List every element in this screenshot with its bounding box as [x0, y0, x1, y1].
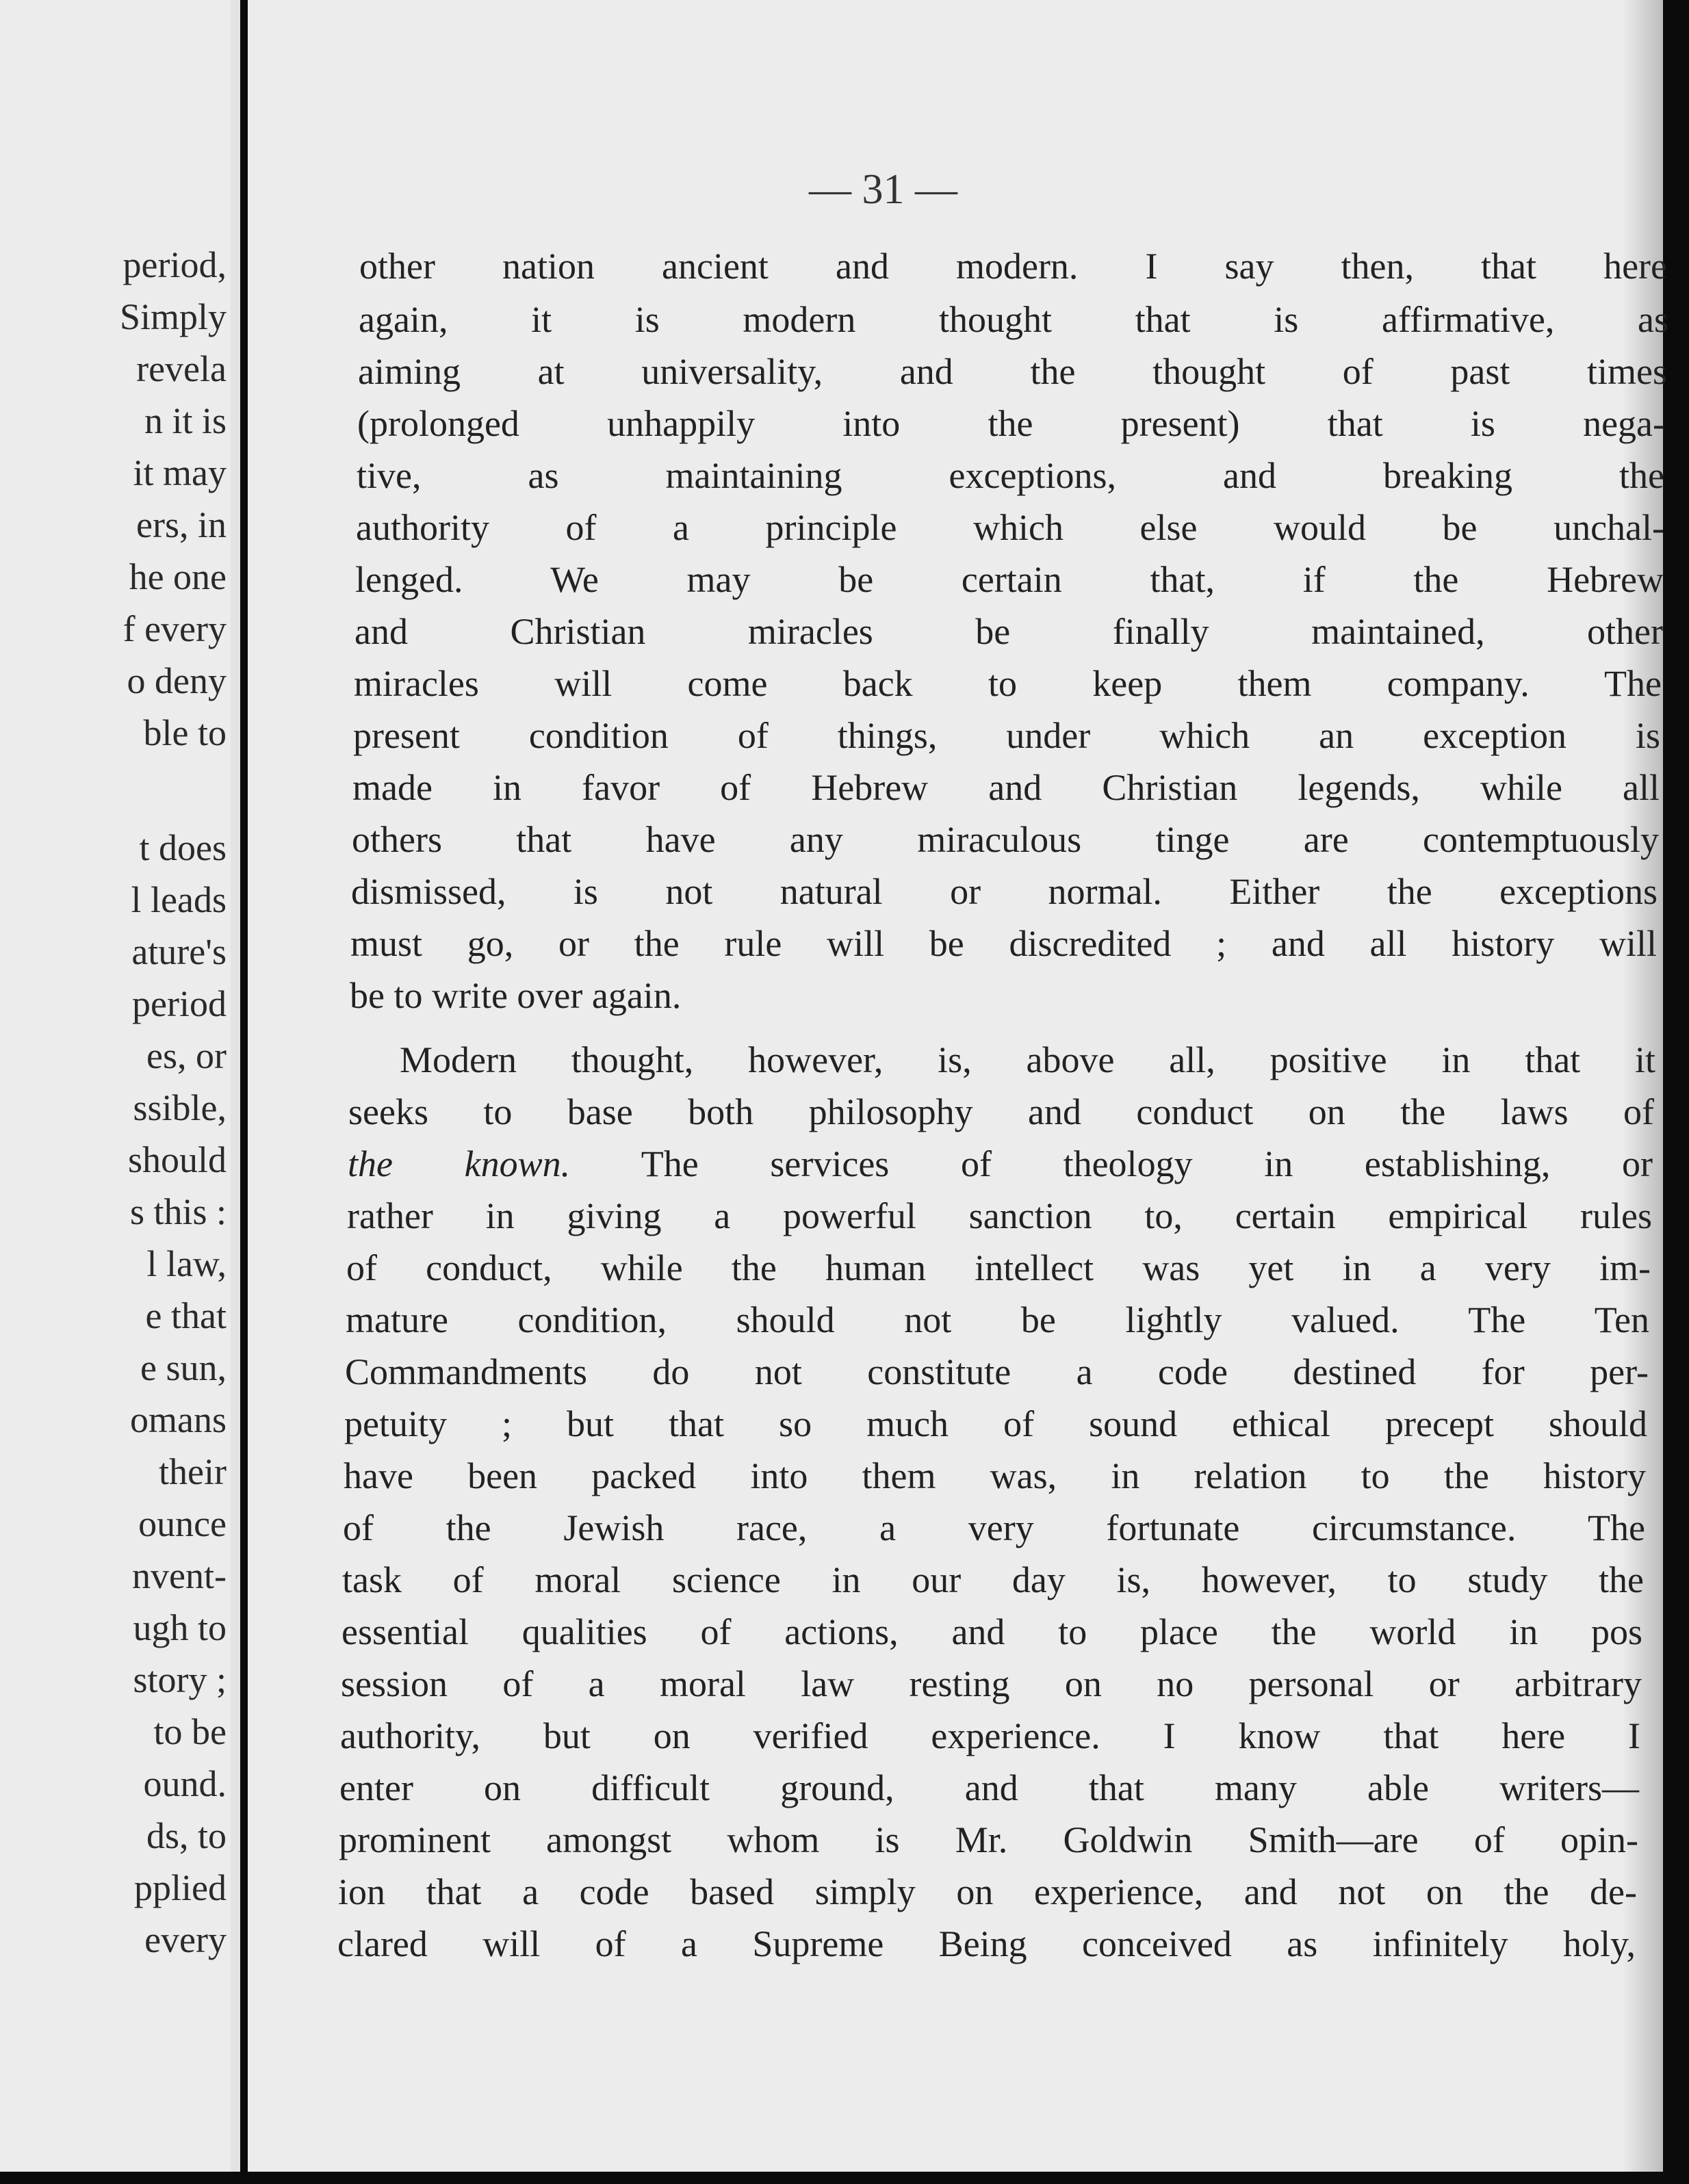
- text-line: others that have any miraculous tinge are contemptuously: [352, 819, 1659, 860]
- left-line-end: story ;: [133, 1659, 227, 1700]
- left-line-end: ound.: [143, 1763, 227, 1804]
- text-line-with-italic: [348, 1145, 1653, 1182]
- text-span: The services of theology in establishing, or: [570, 1143, 1653, 1184]
- left-line-end: e that: [145, 1295, 227, 1336]
- left-line-end: should: [127, 1139, 227, 1180]
- left-line-end: ds, to: [146, 1815, 227, 1856]
- left-line-end: ounce: [138, 1503, 227, 1544]
- text-line: authority, but on verified experience. I know that here I: [340, 1715, 1640, 1756]
- text-line: tive, as maintaining exceptions, and breaking the: [357, 455, 1664, 496]
- left-line-end: ature's: [131, 931, 227, 972]
- left-line-end: their: [159, 1451, 227, 1492]
- text-line: enter on difficult ground, and that many able writers—: [339, 1767, 1639, 1808]
- gutter-edge: [231, 0, 240, 2184]
- text-line: Commandments do not constitute a code destined for per-: [345, 1351, 1649, 1392]
- text-line: of the Jewish race, a very fortunate circumstance. The: [343, 1507, 1645, 1548]
- left-line-end: omans: [130, 1399, 227, 1440]
- page-number: — 31 —: [809, 166, 957, 213]
- left-line-end: to be: [153, 1711, 227, 1752]
- italic-phrase: the known.: [348, 1143, 571, 1184]
- text-line: have been packed into them was, in relation to the history: [344, 1455, 1646, 1496]
- text-line: prominent amongst whom is Mr. Goldwin Smith—are of opin-: [339, 1819, 1638, 1860]
- text-line: Modern thought, however, is, above all, positive in that it: [400, 1039, 1655, 1080]
- left-line-end: t does: [139, 827, 227, 868]
- text-line: rather in giving a powerful sanction to, certain empirical rules: [347, 1195, 1652, 1236]
- text-line: other nation ancient and modern. I say then, that here: [359, 246, 1667, 287]
- left-line-end: es, or: [146, 1035, 227, 1076]
- text-line: clared will of a Supreme Being conceived as infinitely holy,: [337, 1923, 1636, 1964]
- left-line-end: period,: [123, 244, 227, 285]
- text-line: must go, or the rule will be discredited ; and all history will: [350, 923, 1657, 964]
- text-line: lenged. We may be certain that, if the Hebrew: [355, 559, 1664, 600]
- text-line: seeks to base both philosophy and conduct on the laws of: [348, 1091, 1654, 1132]
- left-line-end: period: [132, 983, 227, 1024]
- left-line-end: ble to: [143, 712, 227, 753]
- text-line: made in favor of Hebrew and Christian legends, while all: [352, 767, 1660, 808]
- text-line: (prolonged unhappily into the present) that is nega-: [357, 403, 1665, 444]
- left-line-end: l law,: [146, 1243, 227, 1284]
- left-line-end: n it is: [144, 400, 227, 441]
- left-page-fragment: [0, 0, 236, 2184]
- text-line: be to write over again.: [350, 975, 682, 1016]
- left-line-end: he one: [129, 556, 227, 597]
- left-line-end: ssible,: [133, 1087, 227, 1128]
- text-line: authority of a principle which else would be unchal-: [356, 507, 1664, 548]
- text-line: session of a moral law resting on no personal or arbitrary: [341, 1663, 1642, 1704]
- text-line: petuity ; but that so much of sound ethical precept should: [344, 1403, 1647, 1444]
- left-line-end: nvent-: [132, 1555, 227, 1596]
- left-line-end: pplied: [134, 1867, 227, 1908]
- text-line: aiming at universality, and the thought of past times: [358, 351, 1667, 392]
- text-line: ion that a code based simply on experience, and not on the de-: [338, 1871, 1637, 1912]
- text-line: and Christian miracles be finally maintained, other: [354, 611, 1663, 652]
- left-line-end: o deny: [127, 660, 227, 701]
- left-line-end: revela: [136, 348, 227, 389]
- text-line: again, it is modern thought that is affirmative, as: [359, 299, 1668, 340]
- left-line-end: s this :: [129, 1191, 227, 1232]
- right-page: [248, 0, 1668, 2184]
- text-line: essential qualities of actions, and to place the world in pos: [341, 1611, 1642, 1652]
- left-line-end: Simply: [119, 296, 227, 337]
- left-line-end: ugh to: [133, 1607, 227, 1648]
- scan-bottom-edge: [0, 2172, 1689, 2184]
- text-line: dismissed, is not natural or normal. Either the exceptions: [351, 871, 1658, 912]
- left-line-end: f every: [123, 608, 227, 649]
- text-line: mature condition, should not be lightly valued. The Ten: [346, 1299, 1649, 1340]
- text-line: miracles will come back to keep them company. The: [354, 663, 1662, 704]
- text-line: of conduct, while the human intellect was yet in a very im-: [346, 1247, 1651, 1288]
- left-line-end: it may: [133, 452, 227, 493]
- left-line-end: every: [144, 1919, 227, 1960]
- left-line-end: ers, in: [136, 504, 227, 545]
- left-line-end: e sun,: [140, 1347, 227, 1388]
- text-line: present condition of things, under which an exception is: [353, 715, 1660, 756]
- text-line: task of moral science in our day is, however, to study the: [342, 1559, 1644, 1600]
- left-line-end: l leads: [131, 879, 227, 920]
